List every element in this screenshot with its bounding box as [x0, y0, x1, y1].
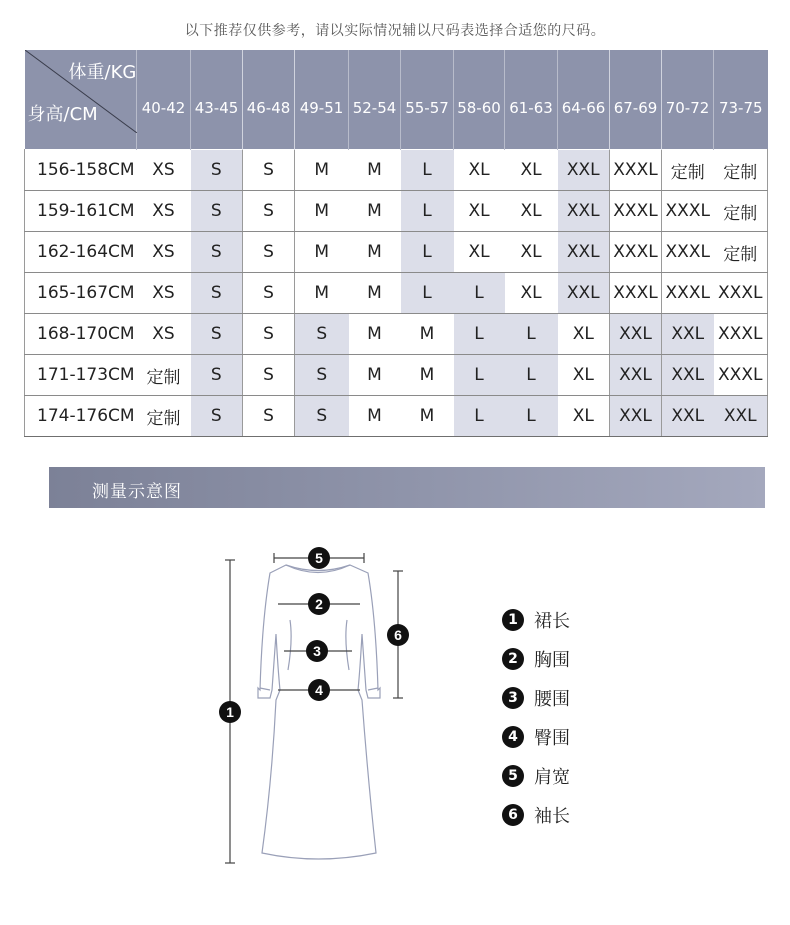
size-cell: 定制 [714, 232, 768, 273]
marker-sleeve-length [387, 624, 409, 646]
size-cell: XS [137, 314, 191, 355]
size-cell: M [295, 273, 349, 314]
marker-chest [308, 593, 330, 615]
size-cell: XL [505, 191, 558, 232]
size-cell: M [295, 232, 349, 273]
legend-item-hip [502, 717, 570, 756]
size-cell: L [454, 273, 505, 314]
height-range-cell: 171-173CM [25, 355, 137, 396]
height-axis-label: 身高/CM [27, 104, 98, 125]
size-cell: L [505, 314, 558, 355]
svg-text:5: 5 [315, 550, 323, 566]
size-cell: S [191, 396, 243, 437]
size-cell: XL [558, 396, 610, 437]
size-cell: L [505, 396, 558, 437]
size-cell: L [454, 314, 505, 355]
size-cell: S [191, 355, 243, 396]
size-cell: XXL [610, 355, 662, 396]
weight-header: 43-45 [191, 50, 243, 150]
weight-header: 49-51 [295, 50, 349, 150]
size-cell: L [401, 191, 454, 232]
size-cell: XL [454, 191, 505, 232]
weight-header: 52-54 [349, 50, 401, 150]
size-cell: XXL [558, 191, 610, 232]
size-cell: XS [137, 232, 191, 273]
size-cell: XXL [610, 396, 662, 437]
size-cell: L [454, 396, 505, 437]
size-cell: L [505, 355, 558, 396]
legend-label: 胸围 [534, 649, 570, 671]
table-row [25, 314, 768, 355]
size-cell: XXXL [610, 191, 662, 232]
size-cell: XL [558, 355, 610, 396]
legend-item-shoulder [502, 756, 570, 795]
table-row [25, 191, 768, 232]
table-row [25, 273, 768, 314]
size-cell: XL [505, 273, 558, 314]
marker-skirt-length [219, 701, 241, 723]
measurement-section-header [49, 467, 765, 508]
table-corner-cell [25, 50, 137, 150]
size-cell: S [191, 273, 243, 314]
legend-marker: 4 [502, 726, 524, 748]
size-cell: S [191, 191, 243, 232]
size-cell: L [401, 273, 454, 314]
weight-header: 73-75 [714, 50, 768, 150]
table-row [25, 150, 768, 191]
weight-header: 67-69 [610, 50, 662, 150]
legend-marker: 1 [502, 609, 524, 631]
size-cell: XXXL [610, 273, 662, 314]
size-cell: XXL [662, 355, 714, 396]
size-cell: M [349, 273, 401, 314]
legend-marker: 2 [502, 648, 524, 670]
table-row [25, 396, 768, 437]
height-range-cell: 162-164CM [25, 232, 137, 273]
size-cell: M [349, 191, 401, 232]
size-cell: XL [558, 314, 610, 355]
measurement-legend [502, 600, 570, 834]
legend-item-skirt-length [502, 600, 570, 639]
size-cell: XL [505, 232, 558, 273]
size-cell: L [454, 355, 505, 396]
size-cell: L [401, 150, 454, 191]
legend-label: 肩宽 [534, 766, 570, 788]
size-cell: XXXL [610, 232, 662, 273]
size-cell: M [401, 355, 454, 396]
size-cell: XXXL [714, 273, 768, 314]
size-cell: XXXL [662, 191, 714, 232]
size-cell: XXL [558, 150, 610, 191]
size-cell: XL [505, 150, 558, 191]
size-cell: M [295, 150, 349, 191]
size-cell: M [295, 191, 349, 232]
size-cell: S [191, 232, 243, 273]
size-cell: XXL [558, 232, 610, 273]
size-cell: XXXL [662, 232, 714, 273]
size-cell: 定制 [137, 355, 191, 396]
size-cell: S [243, 314, 295, 355]
size-cell: XL [454, 232, 505, 273]
weight-header: 64-66 [558, 50, 610, 150]
size-cell: M [401, 396, 454, 437]
legend-item-chest [502, 639, 570, 678]
svg-text:1: 1 [226, 704, 234, 720]
height-range-cell: 156-158CM [25, 150, 137, 191]
legend-marker: 3 [502, 687, 524, 709]
size-cell: 定制 [714, 150, 768, 191]
weight-header: 58-60 [454, 50, 505, 150]
size-cell: 定制 [137, 396, 191, 437]
table-body [25, 150, 768, 437]
size-cell: XXL [558, 273, 610, 314]
size-cell: XXXL [662, 273, 714, 314]
marker-waist [306, 640, 328, 662]
weight-header: 40-42 [137, 50, 191, 150]
svg-text:4: 4 [315, 682, 323, 698]
size-cell: XS [137, 150, 191, 191]
height-range-cell: 174-176CM [25, 396, 137, 437]
legend-label: 臀围 [534, 727, 570, 749]
size-cell: S [243, 150, 295, 191]
size-cell: M [349, 396, 401, 437]
legend-label: 腰围 [534, 688, 570, 710]
size-cell: S [191, 314, 243, 355]
size-cell: XXL [610, 314, 662, 355]
size-cell: XL [454, 150, 505, 191]
size-cell: M [349, 150, 401, 191]
size-cell: 定制 [714, 191, 768, 232]
size-cell: M [349, 232, 401, 273]
weight-header: 55-57 [401, 50, 454, 150]
size-cell: XXL [662, 314, 714, 355]
legend-item-sleeve-length [502, 795, 570, 834]
weight-header: 61-63 [505, 50, 558, 150]
size-cell: M [349, 314, 401, 355]
weight-header: 70-72 [662, 50, 714, 150]
table-row [25, 355, 768, 396]
height-range-cell: 168-170CM [25, 314, 137, 355]
size-cell: S [243, 396, 295, 437]
marker-hip [308, 679, 330, 701]
size-cell: S [243, 355, 295, 396]
legend-label: 袖长 [534, 805, 570, 827]
size-cell: S [191, 150, 243, 191]
size-cell: M [401, 314, 454, 355]
size-cell: M [349, 355, 401, 396]
size-cell: 定制 [662, 150, 714, 191]
size-cell: L [401, 232, 454, 273]
size-cell: S [295, 355, 349, 396]
size-cell: XXXL [610, 150, 662, 191]
size-cell: XXXL [714, 355, 768, 396]
size-cell: S [243, 191, 295, 232]
legend-marker: 5 [502, 765, 524, 787]
height-range-cell: 159-161CM [25, 191, 137, 232]
legend-marker: 6 [502, 804, 524, 826]
marker-shoulder [308, 547, 330, 569]
size-cell: XXXL [714, 314, 768, 355]
legend-label: 裙长 [534, 610, 570, 632]
svg-text:6: 6 [394, 627, 402, 643]
size-chart-table [24, 50, 768, 437]
table-header-row [25, 50, 768, 150]
svg-text:3: 3 [313, 643, 321, 659]
size-cell: XXL [662, 396, 714, 437]
svg-text:2: 2 [315, 596, 323, 612]
size-cell: S [295, 314, 349, 355]
size-cell: XS [137, 191, 191, 232]
dress-measurement-diagram [200, 540, 430, 870]
size-cell: XXL [714, 396, 768, 437]
table-row [25, 232, 768, 273]
recommendation-note: 以下推荐仅供参考，请以实际情况辅以尺码表选择合适您的尺码。 [184, 23, 606, 39]
section-title: 测量示意图 [92, 482, 182, 502]
weight-axis-label: 体重/KG [68, 62, 137, 83]
size-cell: S [243, 273, 295, 314]
legend-item-waist [502, 678, 570, 717]
size-cell: S [243, 232, 295, 273]
size-cell: XS [137, 273, 191, 314]
height-range-cell: 165-167CM [25, 273, 137, 314]
weight-header: 46-48 [243, 50, 295, 150]
size-cell: S [295, 396, 349, 437]
